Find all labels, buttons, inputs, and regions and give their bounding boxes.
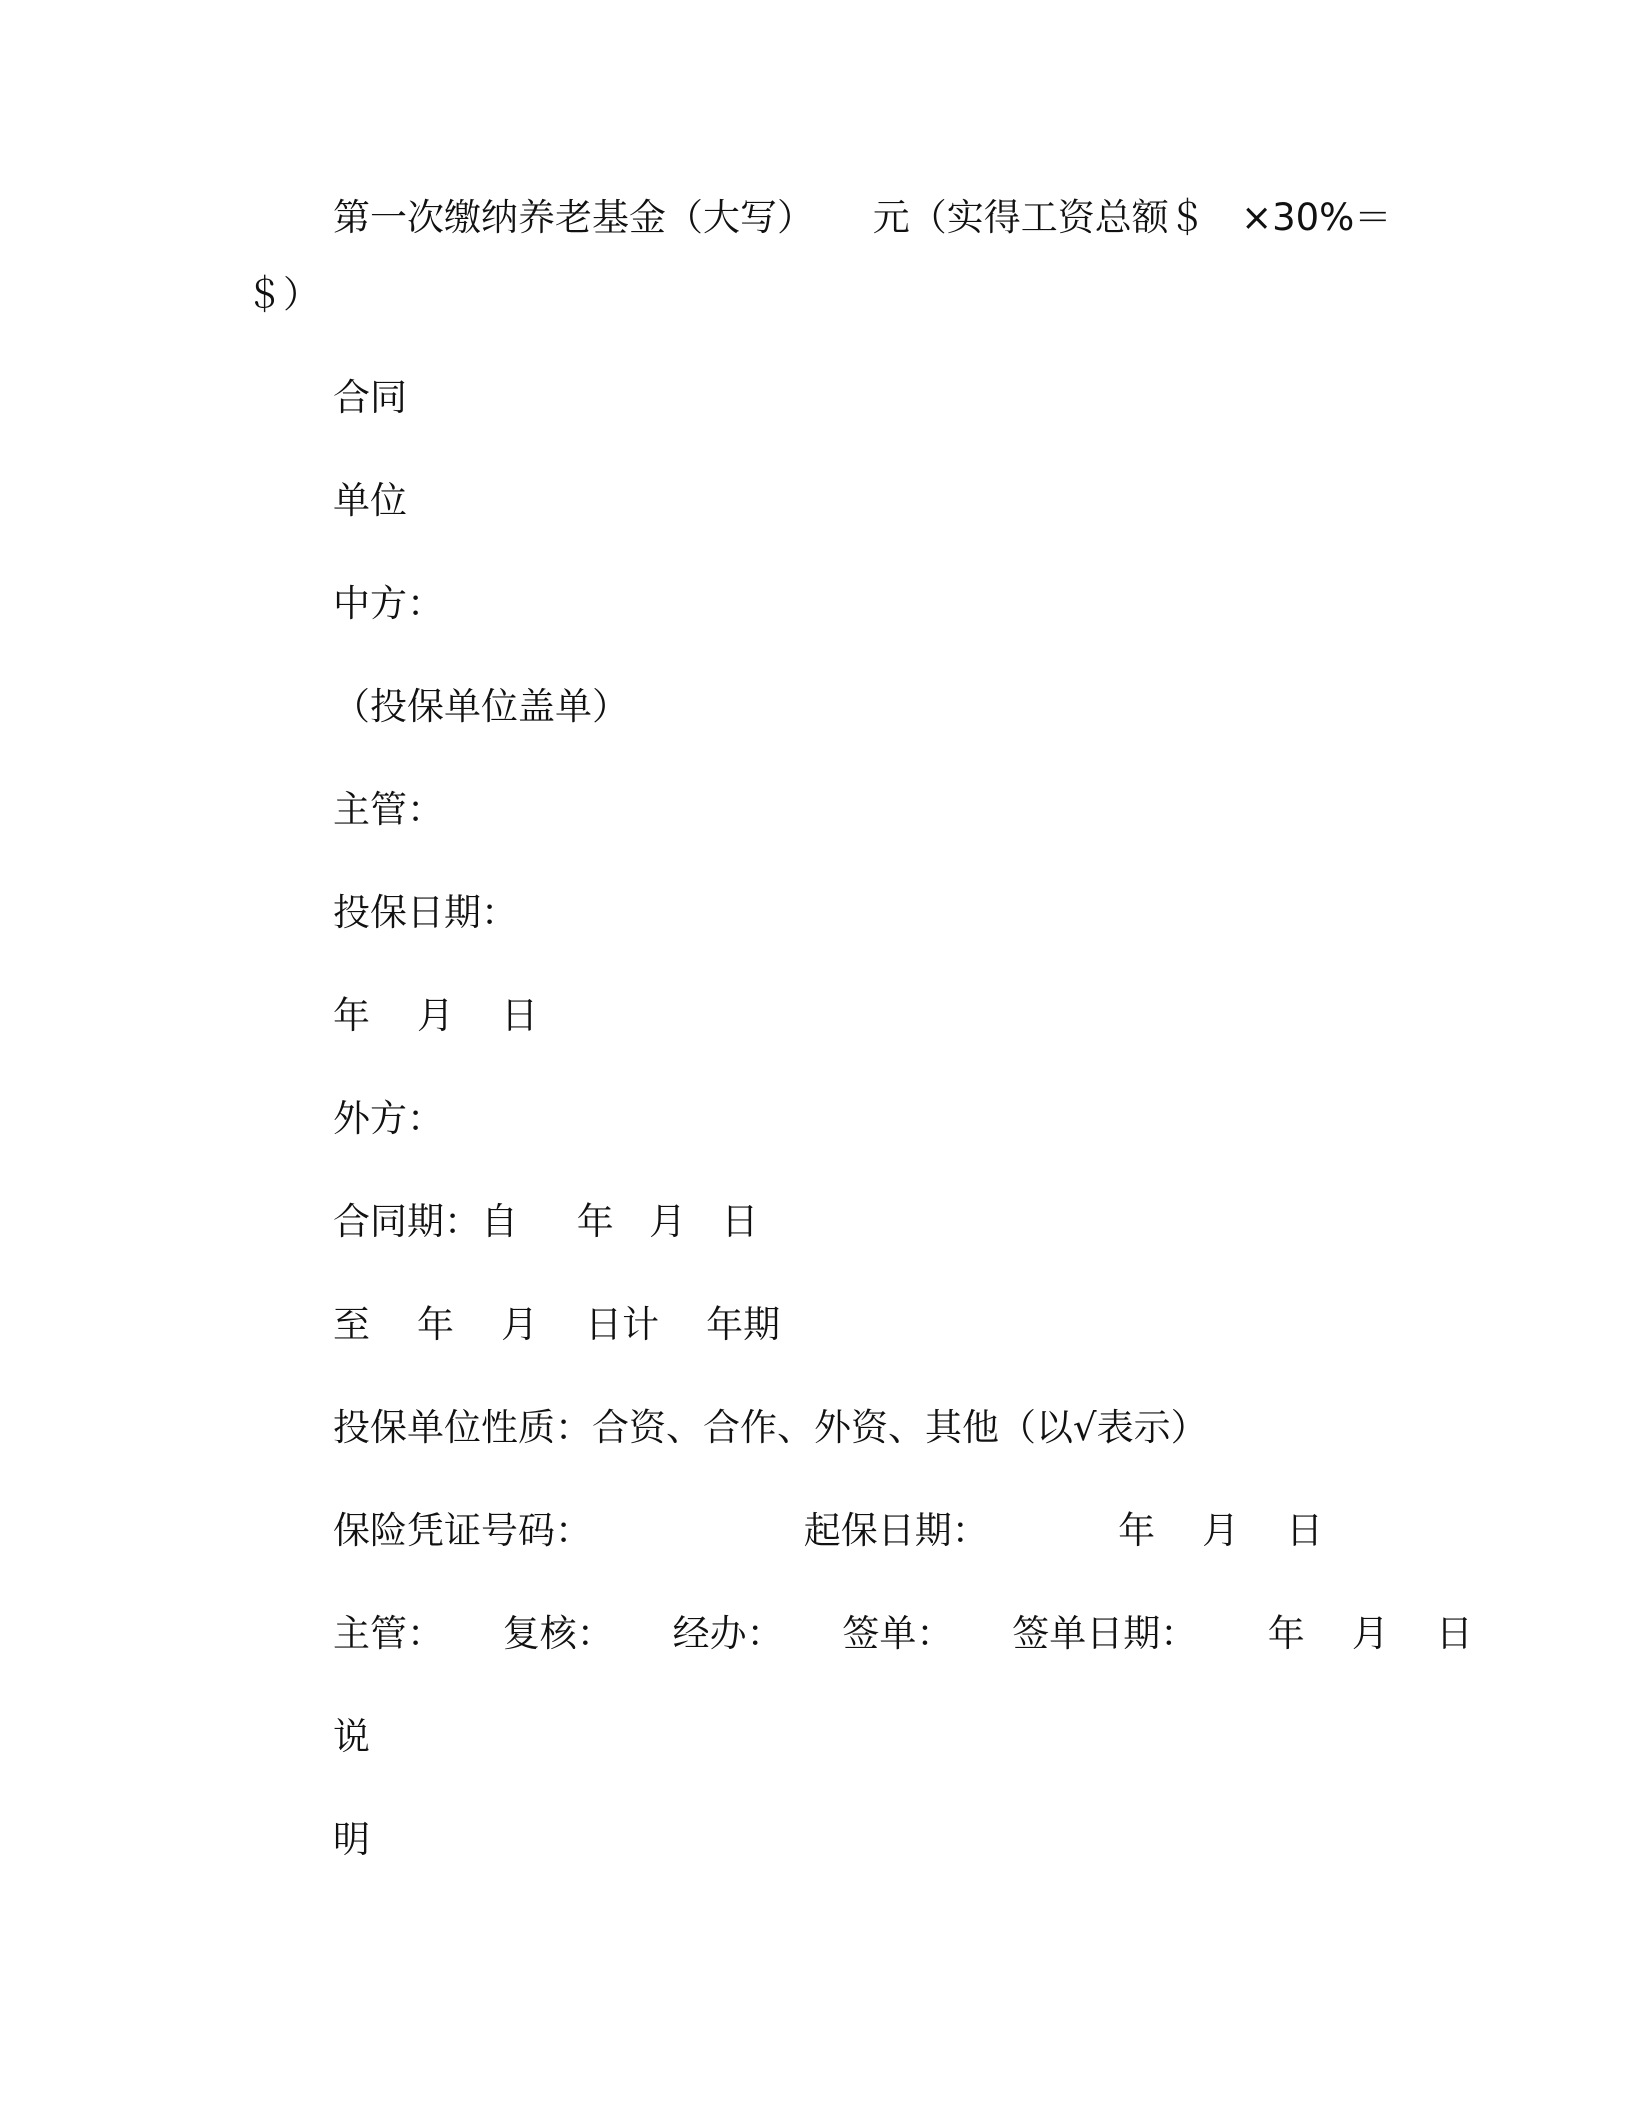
unit-label: 单位	[333, 479, 407, 522]
insured-unit-nature: 投保单位性质：合资、合作、外资、其他（以√表示）	[333, 1406, 1208, 1449]
contract-label: 合同	[333, 376, 407, 419]
contract-period-end: 至 年 月 日计 年期	[333, 1303, 781, 1346]
pension-fund-line: 第一次缴纳养老基金（大写） 元（实得工资总额＄ ×30%＝	[333, 196, 1392, 239]
contract-period-start: 合同期：自 年 月 日	[333, 1200, 759, 1243]
certificate-number-and-start-date: 保险凭证号码： 起保日期： 年 月 日	[333, 1509, 1324, 1552]
notes-label-part-1: 说	[333, 1715, 370, 1758]
supervisor-label: 主管：	[333, 788, 444, 831]
foreign-party-label: 外方：	[333, 1097, 444, 1140]
approval-and-issue-date-line: 主管： 复核： 经办： 签单： 签单日期： 年 月 日	[333, 1612, 1473, 1655]
insurance-date-fields: 年 月 日	[333, 994, 539, 1037]
pension-fund-line-wrap: ＄）	[246, 273, 320, 316]
insurance-date-label: 投保日期：	[333, 891, 518, 934]
notes-label-part-2: 明	[333, 1818, 370, 1861]
insured-unit-stamp-label: （投保单位盖单）	[333, 685, 629, 728]
chinese-party-label: 中方：	[333, 582, 444, 625]
